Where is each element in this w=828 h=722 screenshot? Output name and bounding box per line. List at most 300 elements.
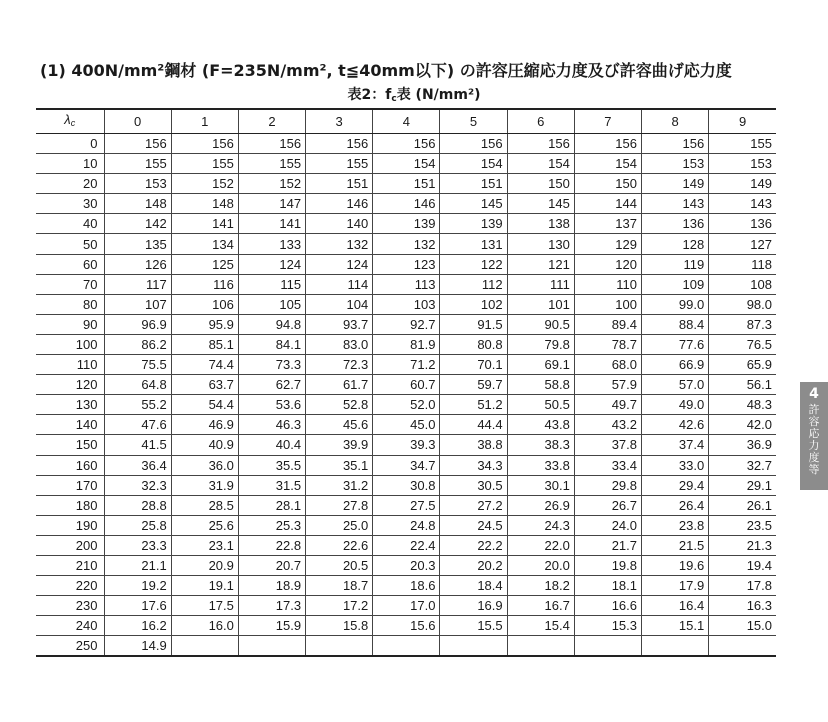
table-cell: 128 (642, 234, 709, 254)
table-cell: 15.1 (642, 616, 709, 636)
table-cell: 25.8 (104, 515, 171, 535)
table-cell: 40.9 (171, 435, 238, 455)
table-cell: 23.5 (709, 515, 776, 535)
table-cell: 150 (507, 174, 574, 194)
table-cell: 21.3 (709, 535, 776, 555)
table-cell: 124 (238, 254, 305, 274)
table-cell: 22.8 (238, 535, 305, 555)
row-label: 150 (36, 435, 104, 455)
table-cell: 130 (507, 234, 574, 254)
table-cell: 136 (642, 214, 709, 234)
table-cell: 87.3 (709, 314, 776, 334)
table-row (36, 174, 776, 194)
table-cell: 147 (238, 194, 305, 214)
table-cell: 19.8 (574, 555, 641, 575)
table-cell: 31.5 (238, 475, 305, 495)
table-cell: 56.1 (709, 375, 776, 395)
table-cell: 152 (238, 174, 305, 194)
table-cell: 107 (104, 294, 171, 314)
table-cell: 14.9 (104, 636, 171, 657)
table-cell: 155 (171, 154, 238, 174)
table-cell: 69.1 (507, 355, 574, 375)
table-cell: 64.8 (104, 375, 171, 395)
row-label: 110 (36, 355, 104, 375)
table-cell: 22.0 (507, 535, 574, 555)
table-cell: 132 (373, 234, 440, 254)
table-cell: 46.3 (238, 415, 305, 435)
table-cell: 61.7 (306, 375, 373, 395)
table-cell: 16.7 (507, 596, 574, 616)
table-cell: 33.8 (507, 455, 574, 475)
table-cell: 18.2 (507, 576, 574, 596)
table-cell: 20.2 (440, 555, 507, 575)
table-cell: 36.0 (171, 455, 238, 475)
table-row (36, 134, 776, 154)
table-cell: 92.7 (373, 314, 440, 334)
table-cell: 49.7 (574, 395, 641, 415)
table-cell: 143 (642, 194, 709, 214)
table-cell: 155 (238, 154, 305, 174)
column-header: 6 (507, 109, 574, 134)
table-cell: 150 (574, 174, 641, 194)
table-cell: 112 (440, 274, 507, 294)
table-cell: 106 (171, 294, 238, 314)
table-cell: 16.0 (171, 616, 238, 636)
table-cell: 116 (171, 274, 238, 294)
row-label: 250 (36, 636, 104, 657)
table-cell: 21.5 (642, 535, 709, 555)
table-cell: 20.9 (171, 555, 238, 575)
table-cell: 32.7 (709, 455, 776, 475)
table-cell: 44.4 (440, 415, 507, 435)
row-label: 100 (36, 334, 104, 354)
table-cell: 137 (574, 214, 641, 234)
table-cell: 43.8 (507, 415, 574, 435)
table-cell: 83.0 (306, 334, 373, 354)
table-row (36, 254, 776, 274)
row-label: 180 (36, 495, 104, 515)
table-cell: 24.0 (574, 515, 641, 535)
column-header: 1 (171, 109, 238, 134)
table-cell: 43.2 (574, 415, 641, 435)
table-cell: 23.3 (104, 535, 171, 555)
table-cell: 22.4 (373, 535, 440, 555)
table-cell: 102 (440, 294, 507, 314)
table-cell: 146 (373, 194, 440, 214)
table-cell: 153 (642, 154, 709, 174)
table-cell: 138 (507, 214, 574, 234)
header-row (36, 109, 776, 134)
table-cell: 15.5 (440, 616, 507, 636)
table-cell: 21.7 (574, 535, 641, 555)
table-cell: 156 (306, 134, 373, 154)
table-cell: 145 (440, 194, 507, 214)
table-cell: 24.3 (507, 515, 574, 535)
table-cell: 105 (238, 294, 305, 314)
table-cell: 151 (306, 174, 373, 194)
table-caption-prefix: 表2：f (347, 87, 392, 103)
table-cell: 19.2 (104, 576, 171, 596)
table-cell: 70.1 (440, 355, 507, 375)
table-cell: 22.6 (306, 535, 373, 555)
table-cell: 93.7 (306, 314, 373, 334)
table-cell: 45.6 (306, 415, 373, 435)
table-cell: 76.5 (709, 334, 776, 354)
table-cell (642, 636, 709, 657)
table-cell: 18.7 (306, 576, 373, 596)
table-cell: 145 (507, 194, 574, 214)
table-cell: 101 (507, 294, 574, 314)
table-cell: 135 (104, 234, 171, 254)
table-cell (238, 636, 305, 657)
table-cell: 81.9 (373, 334, 440, 354)
table-cell: 46.9 (171, 415, 238, 435)
table-cell: 35.5 (238, 455, 305, 475)
table-cell: 73.3 (238, 355, 305, 375)
row-label: 70 (36, 274, 104, 294)
table-cell: 115 (238, 274, 305, 294)
row-label: 140 (36, 415, 104, 435)
row-label: 80 (36, 294, 104, 314)
table-cell: 48.3 (709, 395, 776, 415)
table-cell: 156 (104, 134, 171, 154)
table-cell: 141 (238, 214, 305, 234)
table-cell (373, 636, 440, 657)
table-cell: 54.4 (171, 395, 238, 415)
table-cell: 68.0 (574, 355, 641, 375)
column-header: 7 (574, 109, 641, 134)
column-header: 8 (642, 109, 709, 134)
table-cell: 111 (507, 274, 574, 294)
table-row (36, 435, 776, 455)
table-cell: 45.0 (373, 415, 440, 435)
row-label: 40 (36, 214, 104, 234)
table-cell (507, 636, 574, 657)
table-cell: 19.6 (642, 555, 709, 575)
table-cell: 28.1 (238, 495, 305, 515)
table-cell: 49.0 (642, 395, 709, 415)
table-cell: 123 (373, 254, 440, 274)
table-cell: 15.8 (306, 616, 373, 636)
table-cell: 78.7 (574, 334, 641, 354)
table-cell: 24.5 (440, 515, 507, 535)
table-row (36, 535, 776, 555)
table-cell: 36.9 (709, 435, 776, 455)
table-cell: 143 (709, 194, 776, 214)
table-cell: 51.2 (440, 395, 507, 415)
table-cell: 125 (171, 254, 238, 274)
lambda-subscript: c (70, 118, 76, 128)
table-cell: 91.5 (440, 314, 507, 334)
table-cell: 129 (574, 234, 641, 254)
table-cell: 34.3 (440, 455, 507, 475)
lambda-symbol: λ (64, 112, 71, 127)
table-row (36, 415, 776, 435)
table-cell: 71.2 (373, 355, 440, 375)
table-cell: 100 (574, 294, 641, 314)
table-cell: 126 (104, 254, 171, 274)
table-cell: 29.4 (642, 475, 709, 495)
table-cell: 89.4 (574, 314, 641, 334)
table-cell: 154 (373, 154, 440, 174)
table-row (36, 475, 776, 495)
table-cell: 136 (709, 214, 776, 234)
table-cell: 139 (373, 214, 440, 234)
table-cell: 25.6 (171, 515, 238, 535)
table-cell: 17.5 (171, 596, 238, 616)
table-row (36, 616, 776, 636)
table-row (36, 576, 776, 596)
table-cell: 35.1 (306, 455, 373, 475)
table-row (36, 314, 776, 334)
table-row (36, 355, 776, 375)
table-cell: 30.1 (507, 475, 574, 495)
table-cell: 38.3 (507, 435, 574, 455)
table-row (36, 636, 776, 657)
table-row (36, 596, 776, 616)
table-cell: 15.3 (574, 616, 641, 636)
row-label: 90 (36, 314, 104, 334)
table-cell: 29.1 (709, 475, 776, 495)
table-cell: 75.5 (104, 355, 171, 375)
table-cell: 24.8 (373, 515, 440, 535)
table-row (36, 334, 776, 354)
table-cell: 17.3 (238, 596, 305, 616)
table-cell: 148 (171, 194, 238, 214)
chapter-number: 4 (809, 386, 819, 402)
table-cell: 94.8 (238, 314, 305, 334)
row-label: 60 (36, 254, 104, 274)
row-label: 20 (36, 174, 104, 194)
table-cell: 57.9 (574, 375, 641, 395)
table-cell: 39.9 (306, 435, 373, 455)
table-cell: 29.8 (574, 475, 641, 495)
table-cell: 16.2 (104, 616, 171, 636)
table-cell: 16.4 (642, 596, 709, 616)
table-cell: 36.4 (104, 455, 171, 475)
table-cell: 88.4 (642, 314, 709, 334)
table-cell: 17.0 (373, 596, 440, 616)
row-label: 190 (36, 515, 104, 535)
table-caption-suffix: 表 (N/mm²) (396, 87, 481, 103)
table-cell: 65.9 (709, 355, 776, 375)
table-cell: 15.6 (373, 616, 440, 636)
table-cell: 37.8 (574, 435, 641, 455)
row-label: 230 (36, 596, 104, 616)
table-cell: 155 (709, 134, 776, 154)
table-cell: 132 (306, 234, 373, 254)
table-cell: 146 (306, 194, 373, 214)
table-cell: 72.3 (306, 355, 373, 375)
table-cell: 41.5 (104, 435, 171, 455)
table-cell (306, 636, 373, 657)
table-cell: 27.2 (440, 495, 507, 515)
row-label: 220 (36, 576, 104, 596)
column-header: 9 (709, 109, 776, 134)
table-cell: 133 (238, 234, 305, 254)
table-cell: 18.6 (373, 576, 440, 596)
table-cell: 114 (306, 274, 373, 294)
table-row (36, 294, 776, 314)
row-label: 0 (36, 134, 104, 154)
table-cell: 20.7 (238, 555, 305, 575)
corner-header (36, 109, 104, 134)
column-header: 0 (104, 109, 171, 134)
table-cell: 80.8 (440, 334, 507, 354)
table-cell: 119 (642, 254, 709, 274)
table-cell: 52.8 (306, 395, 373, 415)
table-cell: 30.8 (373, 475, 440, 495)
table-cell: 53.6 (238, 395, 305, 415)
table-cell: 154 (507, 154, 574, 174)
row-label: 10 (36, 154, 104, 174)
table-cell: 23.8 (642, 515, 709, 535)
row-label: 200 (36, 535, 104, 555)
row-label: 240 (36, 616, 104, 636)
table-cell: 28.5 (171, 495, 238, 515)
table-row (36, 274, 776, 294)
table-cell: 156 (440, 134, 507, 154)
row-label: 50 (36, 234, 104, 254)
table-cell: 79.8 (507, 334, 574, 354)
page-title: (1) 400N/mm²鋼材 (F=235N/mm², t≦40mm以下) の許容圧縮応力度及び許容曲げ応力度 (40, 61, 732, 80)
table-cell (171, 636, 238, 657)
table-cell: 124 (306, 254, 373, 274)
table-row (36, 515, 776, 535)
table-cell: 26.4 (642, 495, 709, 515)
table-cell: 156 (238, 134, 305, 154)
table-cell: 156 (642, 134, 709, 154)
table-cell: 22.2 (440, 535, 507, 555)
table-cell: 30.5 (440, 475, 507, 495)
table-cell: 18.9 (238, 576, 305, 596)
table-cell: 156 (507, 134, 574, 154)
table-cell: 26.7 (574, 495, 641, 515)
table-cell: 152 (171, 174, 238, 194)
table-cell: 153 (709, 154, 776, 174)
row-label: 120 (36, 375, 104, 395)
table-cell: 149 (642, 174, 709, 194)
column-header: 3 (306, 109, 373, 134)
table-cell: 17.9 (642, 576, 709, 596)
table-cell: 118 (709, 254, 776, 274)
table-cell: 84.1 (238, 334, 305, 354)
table-cell: 66.9 (642, 355, 709, 375)
table-cell: 120 (574, 254, 641, 274)
table-cell: 20.3 (373, 555, 440, 575)
table-cell: 42.0 (709, 415, 776, 435)
table-row (36, 194, 776, 214)
table-cell: 32.3 (104, 475, 171, 495)
table-cell: 96.9 (104, 314, 171, 334)
table-cell: 58.8 (507, 375, 574, 395)
table-cell: 113 (373, 274, 440, 294)
table-cell: 42.6 (642, 415, 709, 435)
table-row (36, 234, 776, 254)
table-cell: 57.0 (642, 375, 709, 395)
table-cell: 127 (709, 234, 776, 254)
table-cell: 20.0 (507, 555, 574, 575)
row-label: 170 (36, 475, 104, 495)
table-cell: 148 (104, 194, 171, 214)
table-cell: 39.3 (373, 435, 440, 455)
table-cell: 15.0 (709, 616, 776, 636)
table-row (36, 495, 776, 515)
table-cell: 74.4 (171, 355, 238, 375)
table-cell: 17.8 (709, 576, 776, 596)
table-cell: 90.5 (507, 314, 574, 334)
table-cell: 122 (440, 254, 507, 274)
fc-table-body (36, 134, 776, 657)
table-cell (709, 636, 776, 657)
table-cell: 117 (104, 274, 171, 294)
table-cell: 33.4 (574, 455, 641, 475)
table-cell: 134 (171, 234, 238, 254)
row-label: 210 (36, 555, 104, 575)
table-cell: 50.5 (507, 395, 574, 415)
table-cell: 23.1 (171, 535, 238, 555)
table-cell: 149 (709, 174, 776, 194)
table-cell: 37.4 (642, 435, 709, 455)
table-cell: 142 (104, 214, 171, 234)
table-cell: 38.8 (440, 435, 507, 455)
table-row (36, 375, 776, 395)
column-header: 5 (440, 109, 507, 134)
table-cell: 103 (373, 294, 440, 314)
table-cell: 55.2 (104, 395, 171, 415)
table-cell: 16.3 (709, 596, 776, 616)
table-cell: 109 (642, 274, 709, 294)
table-cell: 155 (104, 154, 171, 174)
table-cell: 19.1 (171, 576, 238, 596)
table-cell: 63.7 (171, 375, 238, 395)
table-cell: 154 (574, 154, 641, 174)
table-cell: 28.8 (104, 495, 171, 515)
table-cell: 16.9 (440, 596, 507, 616)
fc-table (36, 108, 776, 657)
table-cell (574, 636, 641, 657)
table-cell: 104 (306, 294, 373, 314)
table-cell: 17.6 (104, 596, 171, 616)
table-cell: 27.8 (306, 495, 373, 515)
table-cell: 139 (440, 214, 507, 234)
table-cell: 98.0 (709, 294, 776, 314)
table-cell: 21.1 (104, 555, 171, 575)
table-cell: 151 (440, 174, 507, 194)
table-cell: 156 (574, 134, 641, 154)
table-cell: 95.9 (171, 314, 238, 334)
table-row (36, 395, 776, 415)
table-cell: 25.3 (238, 515, 305, 535)
chapter-side-tab (800, 382, 828, 490)
table-cell: 86.2 (104, 334, 171, 354)
table-row (36, 214, 776, 234)
table-cell: 154 (440, 154, 507, 174)
table-cell: 144 (574, 194, 641, 214)
table-cell: 155 (306, 154, 373, 174)
table-cell: 26.9 (507, 495, 574, 515)
table-cell: 31.9 (171, 475, 238, 495)
table-cell (440, 636, 507, 657)
table-row (36, 154, 776, 174)
table-cell: 60.7 (373, 375, 440, 395)
chapter-title: 許容応力度等 (808, 403, 820, 476)
table-row (36, 455, 776, 475)
table-cell: 77.6 (642, 334, 709, 354)
table-cell: 59.7 (440, 375, 507, 395)
table-caption-subscript: c (391, 94, 397, 104)
table-cell: 15.4 (507, 616, 574, 636)
